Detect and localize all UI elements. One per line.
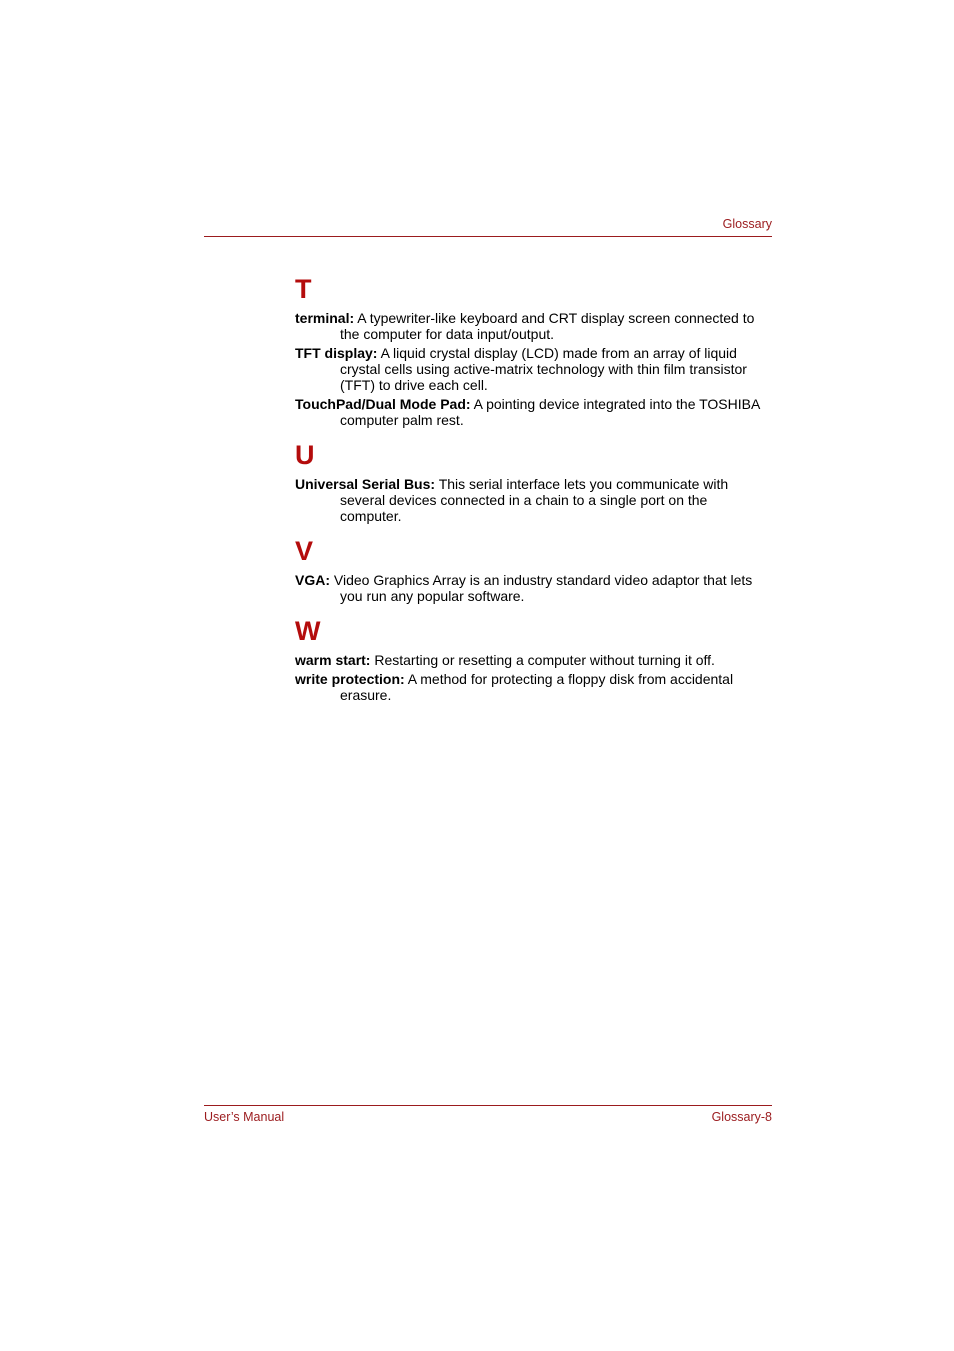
- glossary-entry: [295, 671, 772, 703]
- entry-term: Universal Serial Bus:: [295, 476, 436, 492]
- entry-definition: A liquid crystal display (LCD) made from an array of liquid crystal cells using active-matrix technology with thin film transistor (TFT) to drive each cell.: [340, 345, 747, 393]
- footer-manual-title: User’s Manual: [204, 1110, 285, 1124]
- entry-term: write protection:: [295, 671, 405, 687]
- footer-divider: [204, 1105, 772, 1106]
- entry-term: warm start:: [295, 652, 371, 668]
- entry-definition: Video Graphics Array is an industry standard video adaptor that lets you run any popular software.: [333, 572, 753, 604]
- entry-term: VGA:: [295, 572, 330, 588]
- glossary-entry: [295, 652, 772, 668]
- glossary-entry: [295, 310, 772, 342]
- section-letter: U: [295, 440, 315, 470]
- glossary-section-t: [295, 273, 772, 428]
- footer-page-number: Glossary-8: [711, 1110, 772, 1124]
- running-header-title: Glossary: [722, 217, 772, 231]
- section-letter: W: [295, 616, 321, 646]
- entry-term: TFT display:: [295, 345, 378, 361]
- glossary-section-u: [295, 439, 772, 524]
- entry-term: TouchPad/Dual Mode Pad:: [295, 396, 471, 412]
- glossary-entry: [295, 572, 772, 604]
- entry-definition: A typewriter-like keyboard and CRT display screen connected to the computer for data input/output.: [340, 310, 755, 342]
- entry-definition: Restarting or resetting a computer without turning it off.: [374, 652, 715, 668]
- entry-definition: A pointing device integrated into the TOSHIBA computer palm rest.: [340, 396, 760, 428]
- header-divider: [204, 236, 772, 237]
- glossary-section-w: [295, 615, 772, 703]
- entry-definition: A method for protecting a floppy disk from accidental erasure.: [340, 671, 734, 703]
- glossary-entry: [295, 476, 772, 524]
- entry-term: terminal:: [295, 310, 355, 326]
- entry-definition: This serial interface lets you communicate with several devices connected in a chain to a single port on the computer.: [340, 476, 729, 524]
- glossary-section-v: [295, 535, 772, 604]
- section-letter: T: [295, 274, 312, 304]
- glossary-content: [295, 273, 772, 703]
- glossary-entry: [295, 396, 772, 428]
- glossary-entry: [295, 345, 772, 393]
- section-letter: V: [295, 536, 314, 566]
